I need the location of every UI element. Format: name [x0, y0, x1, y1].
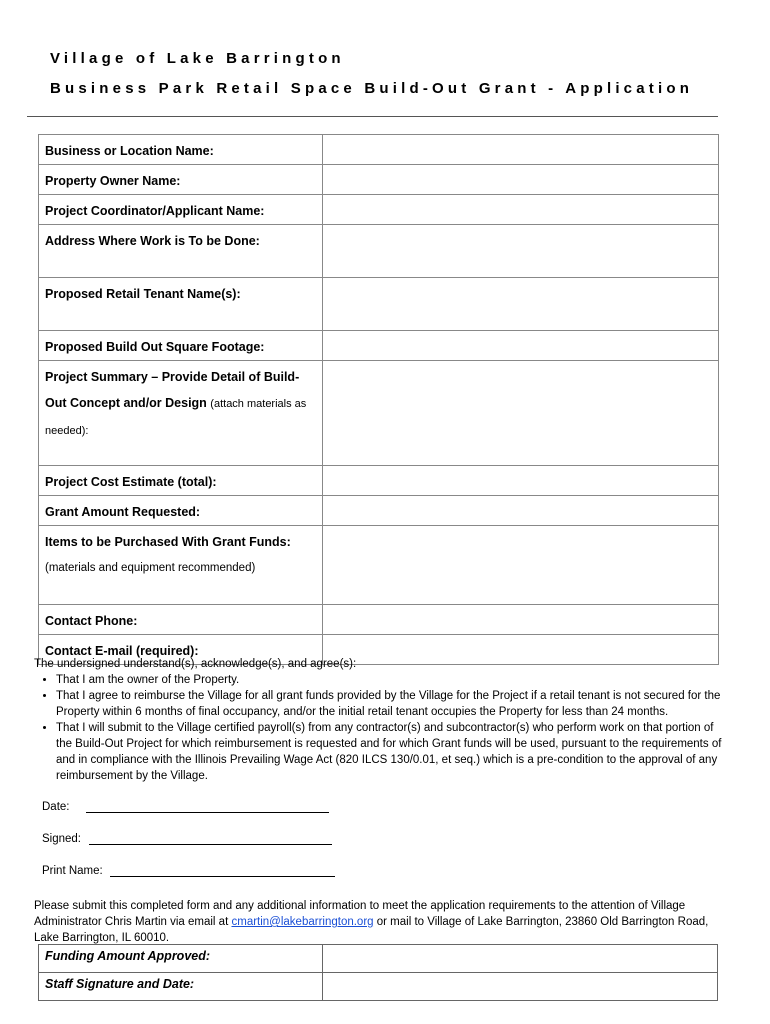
- header-divider: [27, 116, 718, 117]
- grant-amount-label: Grant Amount Requested:: [39, 496, 323, 526]
- staff-row: [39, 973, 718, 1001]
- grant-amount-field[interactable]: [323, 496, 719, 526]
- funding-approved-label: Funding Amount Approved:: [39, 945, 323, 973]
- form-row: [39, 331, 719, 361]
- date-line[interactable]: [86, 800, 329, 813]
- funding-approved-field[interactable]: [323, 945, 718, 973]
- form-row: [39, 195, 719, 225]
- submit-text-before: Please submit this completed form and any additional information to meet the application requirements to the attention of Village Administrator Chris Martin via email at: [34, 900, 686, 928]
- submit-text-after: or mail to Village of Lake Barrington, 23860 Old Barrington Road, Lake Barrington, IL 60010.: [34, 916, 709, 944]
- signed-line[interactable]: [89, 832, 332, 845]
- form-row: [39, 605, 719, 635]
- agreement-list: [34, 672, 724, 784]
- square-footage-field[interactable]: [323, 331, 719, 361]
- staff-use-table: [38, 944, 718, 1001]
- items-purchased-field[interactable]: [323, 526, 719, 605]
- tenant-name-label: Proposed Retail Tenant Name(s):: [39, 278, 323, 331]
- date-label: Date:: [42, 801, 70, 813]
- page-subtitle: Business Park Retail Space Build-Out Grant - Application: [50, 80, 694, 97]
- coordinator-label: Project Coordinator/Applicant Name:: [39, 195, 323, 225]
- signed-row: [42, 832, 332, 845]
- agreement-item: • That I am the owner of the Property.: [56, 672, 724, 688]
- form-row: [39, 225, 719, 278]
- form-row: [39, 526, 719, 605]
- project-summary-cell: [39, 361, 323, 466]
- print-name-row: [42, 864, 335, 877]
- agreement-item: • That I will submit to the Village certified payroll(s) from any contractor(s) and subcontractor(s) who perform work on that portion of the Build-Out Project for which reimbursement is requested and for which Grant funds will be used, pursuant to the requirements of and in compliance with the Illinois Prevailing Wage Act (820 ILCS 130/0.01, et seq.) which is a pre-condition to the approval of any reimbursement by the Village.: [56, 720, 724, 784]
- form-row: [39, 165, 719, 195]
- form-row: [39, 278, 719, 331]
- print-name-line[interactable]: [110, 864, 335, 877]
- form-row: [39, 496, 719, 526]
- property-owner-field[interactable]: [323, 165, 719, 195]
- contact-email-label: Contact E-mail (required):: [39, 635, 323, 665]
- agreement-section: [34, 656, 724, 784]
- items-purchased-label: Items to be Purchased With Grant Funds:: [45, 535, 291, 549]
- staff-row: [39, 945, 718, 973]
- business-name-label: Business or Location Name:: [39, 135, 323, 165]
- submission-instructions: [34, 898, 724, 946]
- form-row: [39, 466, 719, 496]
- address-field[interactable]: [323, 225, 719, 278]
- project-summary-field[interactable]: [323, 361, 719, 466]
- application-form-table: [38, 134, 719, 665]
- business-name-field[interactable]: [323, 135, 719, 165]
- form-row: [39, 361, 719, 466]
- items-purchased-cell: [39, 526, 323, 605]
- email-link[interactable]: cmartin@lakebarrington.org: [231, 916, 374, 928]
- form-row: [39, 135, 719, 165]
- page-title: Village of Lake Barrington: [50, 50, 345, 67]
- contact-phone-field[interactable]: [323, 605, 719, 635]
- coordinator-field[interactable]: [323, 195, 719, 225]
- project-summary-label: Project Summary – Provide Detail of Build-Out Concept and/or Design: [45, 370, 300, 410]
- cost-estimate-field[interactable]: [323, 466, 719, 496]
- project-summary-note: (attach materials as needed):: [45, 398, 307, 437]
- cost-estimate-label: Project Cost Estimate (total):: [39, 466, 323, 496]
- address-label: Address Where Work is To be Done:: [39, 225, 323, 278]
- print-name-label: Print Name:: [42, 865, 103, 877]
- items-purchased-note: (materials and equipment recommended): [45, 562, 256, 574]
- property-owner-label: Property Owner Name:: [39, 165, 323, 195]
- tenant-name-field[interactable]: [323, 278, 719, 331]
- date-signature-row: [42, 800, 329, 813]
- staff-signature-field[interactable]: [323, 973, 718, 1001]
- staff-signature-label: Staff Signature and Date:: [39, 973, 323, 1001]
- agreement-intro: The undersigned understand(s), acknowledge(s), and agree(s):: [34, 658, 357, 670]
- contact-phone-label: Contact Phone:: [39, 605, 323, 635]
- square-footage-label: Proposed Build Out Square Footage:: [39, 331, 323, 361]
- agreement-item: • That I agree to reimburse the Village for all grant funds provided by the Village for the Project if a retail tenant is not secured for the Property within 6 months of final occupancy, and/or the initial retail tenant occupies the Property for less than 24 months.: [56, 688, 724, 720]
- signed-label: Signed:: [42, 833, 82, 845]
